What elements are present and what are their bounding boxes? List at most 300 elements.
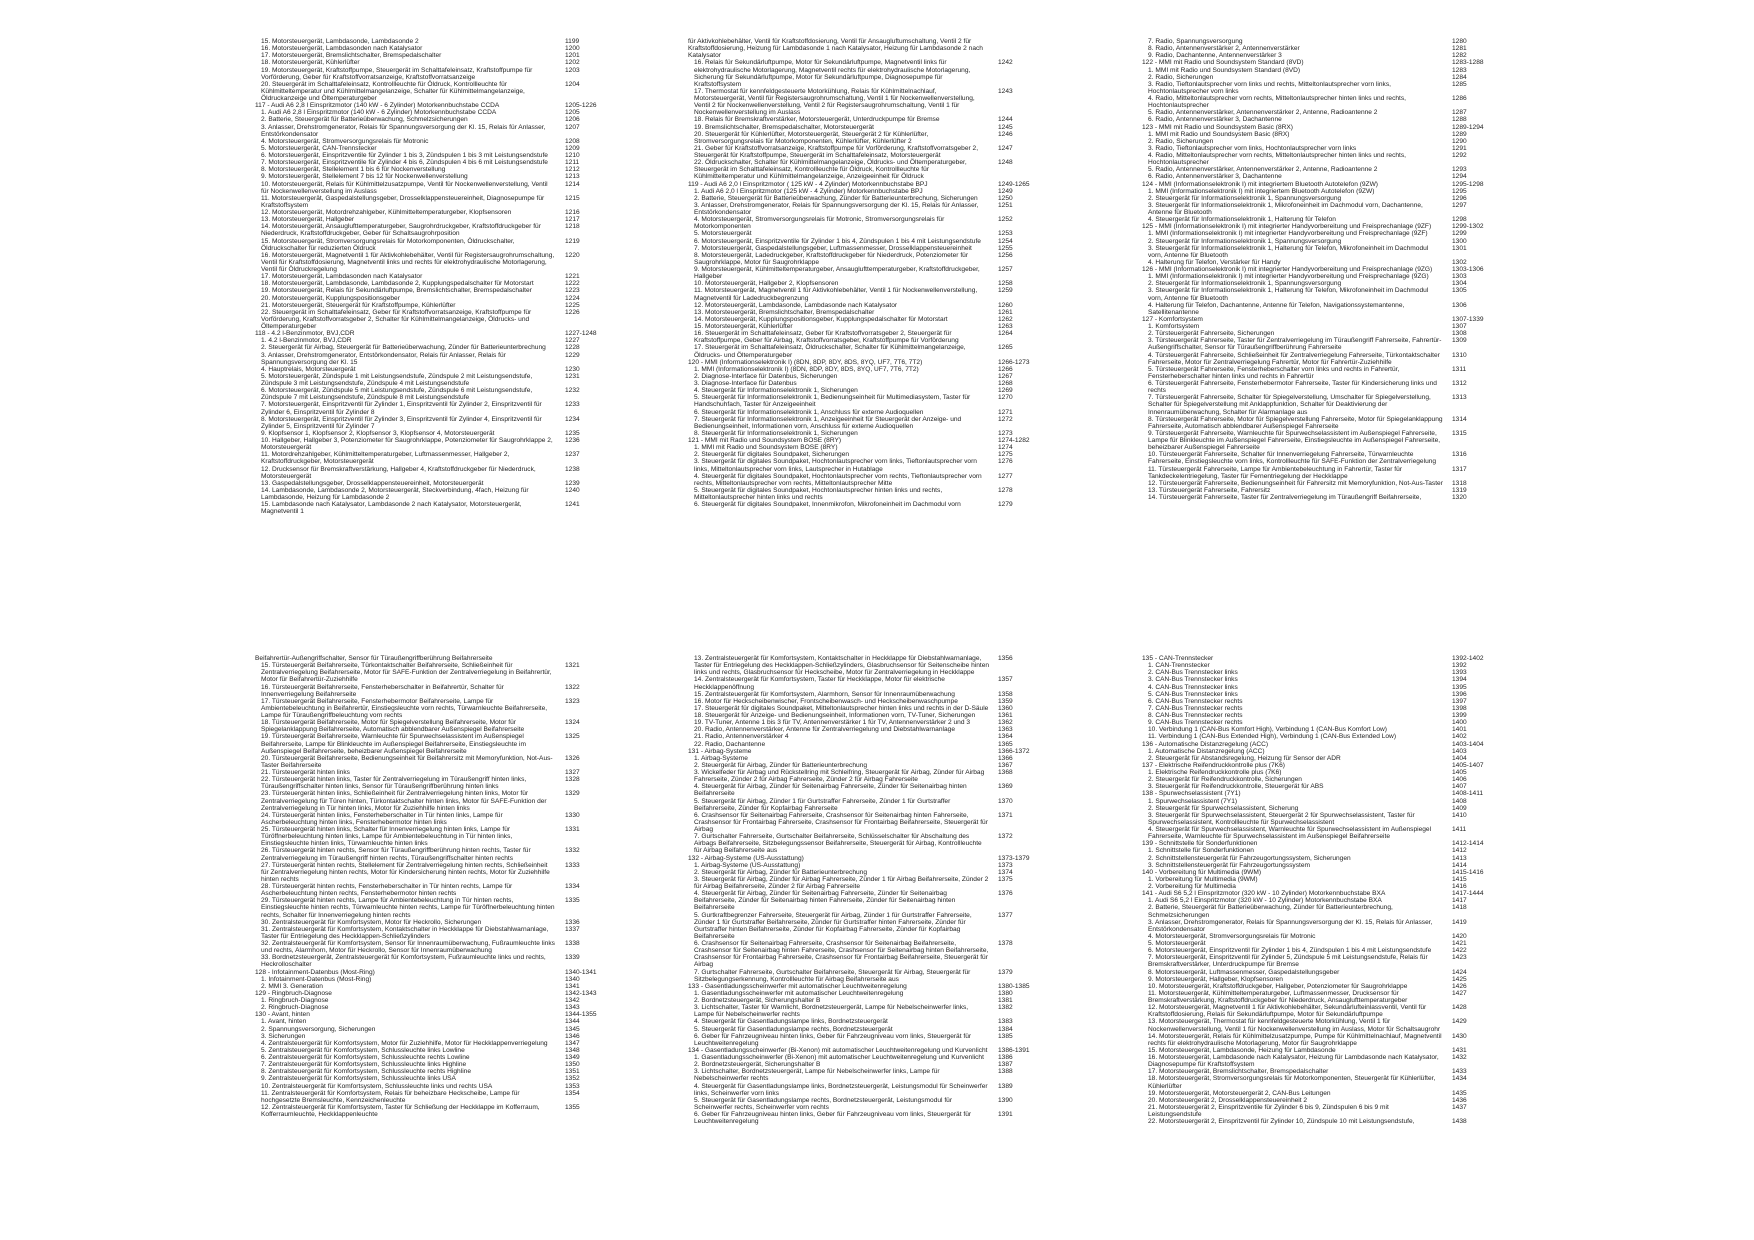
index-entry — [255, 1033, 605, 1040]
entry-text: 2. Steuergerät für Abstandsregelung, Heizung für Sensor der ADR — [1148, 754, 1341, 762]
index-entry — [1142, 67, 1492, 74]
entry-text: 17. Motorsteuergerät, Bremslichtschalter, Bremspedalschalter — [1148, 1068, 1329, 1076]
entry-page-number: 1384 — [998, 1025, 1013, 1033]
index-entry — [1142, 855, 1492, 862]
entry-text: 12. Motorsteuergerät, Lambdasonde, Lambdasonde nach Katalysator — [694, 301, 898, 309]
entry-page-number: 1312 — [1452, 380, 1467, 387]
index-entry — [1142, 480, 1492, 487]
entry-text: 20. Steuergerät für Kühlerlüfter, Motorsteuergerät, Steuergerät 2 für Kühlerlüfter, Stromversorgungsrelais für Motorkomponenten, Kühlerlüfter, Kühlerlüfter 2 — [694, 130, 929, 145]
entry-text: 2. Steuergerät für Spurwechselassistent, Sicherung — [1148, 804, 1299, 812]
entry-page-number: 1430 — [1452, 1032, 1467, 1040]
entry-page-number: 1271 — [998, 408, 1013, 416]
entry-text: 21. Radio, Antennenverstärker 4 — [694, 733, 789, 741]
index-entry — [255, 152, 605, 159]
entry-page-number: 1345 — [565, 1025, 580, 1033]
entry-text: 24. Türsteuergerät hinten links, Fensterheberschalter in Tür hinten links, Lampe für Ascherbeleuchtung hinten links, Fensterhebermotor hinten links — [261, 811, 503, 826]
entry-text: 9. Radio, Dachantenne, Antennenverstärker 3 — [1148, 52, 1282, 60]
entry-text: 15. Türsteuergerät Beifahrerseite, Türkontaktschalter Beifahrerseite, Schließeinheit für Zentralverriegelung Beifahrerseite, Motor für SAFE-Funktion der Zentralverriegelung in Beifahrertür, Motor für Beifahrertür-Zuziehhilfe — [261, 662, 552, 684]
index-entry — [688, 890, 1038, 911]
entry-page-number: 1409 — [1452, 804, 1467, 812]
entry-text: 3. Sicherungen — [261, 1032, 306, 1040]
index-entry — [255, 698, 605, 719]
entry-page-number: 1259 — [998, 287, 1013, 295]
entry-page-number: 1328 — [565, 776, 580, 784]
entry-text: 125 - MMI (Informationselektronik I) mit integrierter Handyvorbereitung und Freisprechanlage (9ZF) — [1142, 223, 1432, 231]
entry-text: 2. Radio, Sicherungen — [1148, 73, 1214, 81]
index-entry — [688, 691, 1038, 698]
entry-page-number: 1358 — [998, 690, 1013, 698]
entry-text: 11. Motorsteuergerät, Kühlmitteltemperaturgeber, Luftmassenmesser, Drucksensor für Bremskraftverstärkung, Kraftstoffdruckgeber für Niederdruck, Ansauglufttemperaturgeber — [1148, 989, 1408, 1004]
index-entry — [255, 487, 605, 501]
entry-page-number: 1386-1391 — [998, 1046, 1030, 1054]
index-entry — [255, 1104, 605, 1118]
entry-text: 4. Motorsteuergerät, Stromversorgungsrelais für Motronic — [1148, 932, 1316, 940]
entry-page-number: 1300 — [1452, 237, 1467, 245]
entry-text: 2. CAN-Bus Trennstecker links — [1148, 669, 1238, 677]
entry-page-number: 1302 — [1452, 258, 1467, 266]
index-entry — [255, 684, 605, 698]
entry-text: 17. Motorsteuergerät, Bremslichtschalter, Bremspedalschalter — [261, 52, 442, 60]
index-entry — [1142, 38, 1492, 45]
entry-text: 3. Anlasser, Drehstromgenerator, Entstörkondensator, Relais für Anlasser, Relais für Spannungsversorgung der Kl. 15 — [261, 351, 506, 366]
entry-text: 4. Steuergerät für Informationselektronik 1, Sicherungen — [694, 387, 858, 395]
index-entry — [688, 252, 1038, 266]
entry-text: 6. Motorsteuergerät, Einspritzventile für Zylinder 1 bis 3, Zündspulen 1 bis 3 mit Leistungsendstufe — [261, 152, 548, 159]
entry-page-number: 1380 — [998, 989, 1013, 997]
entry-text: 10. Türsteuergerät Fahrerseite, Schalter für Innenverriegelung Fahrerseite, Türwarnleuchte Fahrerseite, Einstiegsleuchte vorn links, Kontrollleuchte für SAFE-Funktion der Zentralverriegelung — [1148, 451, 1437, 466]
index-entry — [255, 983, 605, 990]
entry-page-number: 1354 — [565, 1089, 580, 1097]
entry-text: 4. Steuergerät für Gasentladungslampe links, Bordnetzsteuergerät — [694, 1018, 888, 1026]
entry-page-number: 1266-1273 — [998, 358, 1030, 366]
entry-text: 123 - MMI mit Radio und Soundsystem Basic (8RX) — [1142, 123, 1293, 131]
entry-page-number: 1221 — [565, 273, 580, 281]
index-entry — [255, 387, 605, 401]
entry-page-number: 1366-1372 — [998, 747, 1030, 755]
entry-text: 1. MMI (Informationselektronik I) mit integrierter Handyvorbereitung und Freisprechanlage (9ZF) — [1148, 230, 1428, 238]
index-entry — [1142, 755, 1492, 762]
entry-text: 7. CAN-Bus Trennstecker rechts — [1148, 704, 1243, 712]
entry-text: 19. Motorsteuergerät, Motorsteuergerät 2, CAN-Bus Leitungen — [1148, 1089, 1331, 1097]
index-entry — [688, 280, 1038, 287]
entry-page-number: 1408-1411 — [1452, 790, 1484, 798]
entry-page-number: 1428 — [1452, 1004, 1467, 1012]
index-entry — [1142, 1018, 1492, 1032]
entry-text: 22. Öldruckschalter, Schalter für Kühlmittelmangelanzeige, Öldrucks- und Öltemperaturgeber, Steuergerät im Schalttafeleinsatz, Kontrollleuchte für Öldruck, Kontrollleuchte für Kühlmitteltemperatur und Kühlmittelmangelanzeige, Anzeigeeinheit für Öldruck — [694, 159, 967, 181]
entry-page-number: 1249 — [998, 187, 1013, 195]
index-entry — [1142, 466, 1492, 480]
entry-page-number: 1324 — [565, 719, 580, 727]
entry-text: Beifahrertür-Außengriffschalter, Sensor für Türaußengriffberührung Beifahrerseite — [255, 655, 493, 662]
entry-page-number: 1215 — [565, 194, 580, 202]
index-entry — [688, 287, 1038, 301]
entry-text: 3. Steuergerät für Informationselektronik 1, Halterung für Telefon, Mikrofoneinheit im Dachmodul vorn, Antenne für Bluetooth — [1148, 244, 1429, 259]
index-entry — [1142, 897, 1492, 904]
entry-text: 25. Türsteuergerät hinten links, Schalter für Innenverriegelung hinten links, Lampe für Türöffnerbeleuchtung hinten links, Lampe für Ambientebeleuchtung in Tür hinten links, Einstiegsleuchte hinten links, Türwarnleuchte hinten links — [261, 826, 513, 848]
entry-page-number: 1205-1226 — [565, 102, 597, 110]
index-entry — [1142, 380, 1492, 394]
index-entry — [1142, 280, 1492, 287]
entry-page-number: 1414 — [1452, 861, 1467, 869]
entry-page-number: 1397 — [1452, 697, 1467, 705]
index-entry — [688, 458, 1038, 472]
entry-page-number: 1404 — [1452, 754, 1467, 762]
entry-text: 18. Motorsteuergerät, Lambdasonde, Lambdasonde 2, Kupplungspedalschalter für Motorstart — [261, 280, 534, 288]
index-entry — [255, 790, 605, 811]
index-section-entry — [1142, 316, 1492, 323]
index-entry — [1142, 1090, 1492, 1097]
entry-page-number: 1394 — [1452, 676, 1467, 684]
entry-page-number: 1401 — [1452, 726, 1467, 734]
entry-page-number: 1432 — [1452, 1054, 1467, 1061]
entry-text: 1. Audi A6 2,0 l Einspritzmotor (125 kW - 4 Zylinder) Motorkennbuchstabe BPJ — [694, 187, 923, 195]
entry-text: 1. Elektrische Reifendruckkontrolle plus (7K6) — [1148, 769, 1282, 776]
entry-page-number: 1290 — [1452, 137, 1467, 145]
index-entry — [255, 437, 605, 451]
entry-text: 13. Motorsteuergerät, Hallgeber — [261, 216, 355, 224]
entry-page-number: 1419 — [1452, 918, 1467, 926]
index-entry — [688, 202, 1038, 216]
entry-text: 14. Lambdasonde, Lambdasonde 2, Motorsteuergerät, Steckverbindung, 4fach, Heizung für Lambdasonde, Heizung für Lambdasonde 2 — [261, 486, 529, 501]
entry-text: 7. Radio, Spannungsversorgung — [1148, 38, 1243, 45]
entry-text: 16. Relais für Sekundärluftpumpe, Motor für Sekundärluftpumpe, Magnetventil links für elektrohydraulische Motorlagerung, Magnetventil rechts für elektrohydraulische Motorlagerung, Sicherung für Sekundärluftpumpe, Motor für Sekundärluftpumpe, Diagnosepumpe für Kraftstoffsystem — [694, 59, 971, 88]
entry-text: 8. CAN-Bus Trennstecker rechts — [1148, 712, 1243, 719]
entry-page-number: 1304 — [1452, 280, 1467, 288]
index-entry — [688, 876, 1038, 890]
entry-page-number: 1238 — [565, 465, 580, 473]
index-entry — [688, 762, 1038, 769]
entry-text: 3. CAN-Bus Trennstecker links — [1148, 676, 1238, 684]
entry-text: 20. Motorsteuergerät, Kupplungspositionsgeber — [261, 294, 400, 302]
entry-text: 16. Motor für Heckscheibenwischer, Frontscheibenwasch- und Heckscheibenwaschpumpe — [694, 697, 958, 705]
index-entry — [255, 883, 605, 897]
index-entry — [255, 145, 605, 152]
entry-text: 5. Gurtkraftbegrenzer Fahrerseite, Steuergerät für Airbag, Zünder 1 für Gurtstraffer Fahrerseite, Zünder 1 für Gurtstraffer Beifahrerseite, Zünder für Gurtstraffer hinten Fahrerseite, Zünder für Gurtstraffer hinten Beifahrerseite, Zünder für Kopfairbag Fahrerseite, Zünder für Kopfairbag Beifahrerseite — [694, 911, 972, 940]
entry-page-number: 1240 — [565, 486, 580, 494]
entry-page-number: 1283 — [1452, 66, 1467, 74]
index-entry — [688, 451, 1038, 458]
entry-text: 20. Motorsteuergerät 2, Drosselklappensteuereinheit 2 — [1148, 1096, 1308, 1104]
entry-page-number: 1386 — [998, 1054, 1013, 1061]
entry-page-number: 1204 — [565, 80, 580, 88]
entry-page-number: 1398 — [1452, 704, 1467, 712]
entry-text: 14. Motorsteuergerät, Relais für Kühlmittelzusatzpumpe, Pumpe für Kühlmittelnachlauf, Magnetventil rechts für elektrohydraulische Motorlagerung, Motor für Saugrohrklappe — [1148, 1032, 1442, 1047]
index-entry — [688, 409, 1038, 416]
entry-text: 6. Motorsteuergerät, Einspritzventil für Zylinder 1 bis 4, Zündspulen 1 bis 4 mit Leistungsendstufe — [1148, 947, 1432, 955]
index-entry — [1142, 1118, 1492, 1125]
entry-page-number: 1355 — [565, 1103, 580, 1111]
entry-text: 19. Motorsteuergerät, Kraftstoffpumpe, Steuergerät im Schalttafeleinsatz, Kraftstoffpumpe für Vorförderung, Geber für Kraftstoffvorratsanzeige, Kraftstoffvorratsanzeige — [261, 66, 533, 81]
entry-text: 21. Türsteuergerät hinten links — [261, 769, 350, 776]
entry-text: 13. Zentralsteuergerät für Komfortsystem, Kontaktschalter in Heckklappe für Diebstahlwarnanlage, Taster für Entriegelung des Heckklappen-Schließzylinders, Glasbruchsensor für Seitenscheibe hinten links und rechts, Glasbruchsensor für Heckscheibe, Motor für Zentralverriegelung in Heckklappe — [694, 655, 990, 677]
entry-text: 31. Zentralsteuergerät für Komfortsystem, Kontaktschalter in Heckklappe für Diebstahlwarnanlage, Taster für Entriegelung des Heckklappen-Schließzylinders — [261, 925, 549, 940]
index-entry — [255, 812, 605, 826]
index-entry — [255, 124, 605, 138]
entry-page-number: 1242 — [998, 59, 1013, 67]
index-entry — [255, 352, 605, 366]
entry-page-number: 1281 — [1452, 45, 1467, 53]
entry-page-number: 1296 — [1452, 194, 1467, 202]
entry-text: 4. Steuergerät für Airbag, Zünder für Seitenairbag Fahrerseite, Zünder für Seitenairbag hinten Beifahrerseite — [694, 783, 967, 798]
entry-text: 26. Türsteuergerät hinten rechts, Sensor für Türaußengriffberührung hinten rechts, Taster für Zentralverriegelung im Türaußengriff hinten rechts, Türaußengriffschalter hinten rechts — [261, 847, 531, 862]
index-entry — [688, 145, 1038, 159]
entry-page-number: 1274-1282 — [998, 437, 1030, 444]
index-entry — [1142, 776, 1492, 783]
index-entry — [255, 1054, 605, 1061]
entry-page-number: 1270 — [998, 394, 1013, 402]
index-column — [688, 38, 1038, 508]
entry-page-number: 1263 — [998, 323, 1013, 330]
entry-text: 14. Motorsteuergerät, Ansauglufttemperaturgeber, Saugrohrdruckgeber, Kraftstoffdruckgeber für Niederdruck, Kraftstoffdruckgeber, Geber für Schaltsaugrohrposition — [261, 223, 541, 238]
entry-text: 2. Steuergerät für Informationselektronik 1, Spannungsversorgung — [1148, 194, 1342, 202]
index-entry — [255, 344, 605, 351]
index-entry — [255, 480, 605, 487]
entry-text: 5. Motorsteuergerät — [694, 230, 752, 238]
index-entry — [1142, 805, 1492, 812]
index-entry — [255, 252, 605, 273]
entry-text: 13. Gaspedalstellungsgeber, Drosselklappensteuereinheit, Motorsteuergerät — [261, 479, 484, 487]
entry-text: 2. Türsteuergerät Fahrerseite, Sicherungen — [1148, 330, 1275, 338]
entry-text: 2. Bordnetzsteuergerät, Sicherungshalter B — [694, 1061, 821, 1069]
entry-text: 22. Motorsteuergerät 2, Einspritzventil für Zylinder 10, Zündspule 10 mit Leistungsendstufe, — [1148, 1118, 1415, 1126]
index-entry — [688, 755, 1038, 762]
entry-page-number: 1267 — [998, 372, 1013, 380]
entry-page-number: 1251 — [998, 201, 1013, 209]
entry-page-number: 1201 — [565, 52, 580, 60]
entry-page-number: 1220 — [565, 251, 580, 259]
entry-text: 19. Bremslichtschalter, Bremspedalschalter, Motorsteuergerät — [694, 123, 874, 131]
entry-text: 1. Audi A6 2,8 l Einspritzmotor (140 kW - 6 Zylinder) Motorkennbuchstabe CCDA — [261, 109, 497, 117]
entry-page-number: 1374 — [998, 868, 1013, 876]
entry-page-number: 1333 — [565, 861, 580, 869]
entry-text: 12. Motorsteuergerät, Magnetventil 1 für Aktivkohlebehälter, Sekundärlufteinlassventil, Ventil für Kraftstoffdosierung, Relais für Sekundärluftpumpe, Motor für Sekundärluftpumpe — [1148, 1004, 1427, 1019]
index-entry — [255, 662, 605, 683]
index-entry — [1142, 166, 1492, 173]
index-entry — [1142, 904, 1492, 918]
index-entry — [688, 812, 1038, 833]
entry-page-number: 1287 — [1452, 109, 1467, 117]
entry-page-number: 1222 — [565, 280, 580, 288]
entry-text: 1. Schnittstelle für Sonderfunktionen — [1148, 847, 1254, 855]
entry-text: 4. Steuergerät für Informationselektronik 1, Halterung für Telefon — [1148, 216, 1336, 224]
entry-page-number: 1381 — [998, 997, 1013, 1004]
entry-text: 1. MMI (Informationselektronik I) mit integrierter Handyvorbereitung und Freisprechanlage (9ZG) — [1148, 273, 1429, 281]
entry-text: 1. CAN-Trennstecker — [1148, 662, 1210, 670]
entry-text: 4. Zentralsteuergerät für Komfortsystem, Motor für Zuziehhilfe, Motor für Heckklappenverriegelung — [261, 1039, 548, 1047]
index-entry — [255, 430, 605, 437]
entry-page-number: 1417 — [1452, 897, 1467, 905]
index-entry — [1142, 430, 1492, 451]
entry-page-number: 1282 — [1452, 52, 1467, 60]
entry-text: 117 - Audi A6 2,8 l Einspritzmotor (140 kW - 6 Zylinder) Motorkennbuchstabe CCDA — [255, 102, 500, 110]
index-entry — [1142, 983, 1492, 990]
entry-text: 19. TV-Tuner, Antenne 1 bis 3 für TV, Antennenverstärker 1 für TV, Antennenverstärker 2 und 3 — [694, 719, 971, 727]
entry-text: 1. Audi S6 5,2 l Einspritzmotor (320 kW - 10 Zylinder) Motorkennbuchstabe BXA — [1148, 897, 1382, 905]
entry-page-number: 1241 — [565, 501, 580, 509]
index-entry — [255, 280, 605, 287]
entry-text: 33. Bordnetzsteuergerät, Zentralsteuergerät für Komfortsystem, Fußraumleuchte links und rechts, Heckrolloschalter — [261, 954, 546, 969]
entry-page-number: 1265 — [998, 344, 1013, 352]
entry-page-number: 1211 — [565, 159, 580, 167]
index-entry — [1142, 947, 1492, 954]
entry-page-number: 1348 — [565, 1046, 580, 1054]
index-entry — [1142, 195, 1492, 202]
entry-text: 6. Radio, Antennenverstärker 3, Dachantenne — [1148, 173, 1282, 181]
entry-page-number: 1319 — [1452, 486, 1467, 494]
entry-text: 1. MMI (Informationselektronik I) mit integriertem Bluetooth Autotelefon (9ZW) — [1148, 187, 1375, 195]
entry-page-number: 1229 — [565, 351, 580, 359]
index-entry — [1142, 990, 1492, 1004]
entry-page-number: 1375 — [998, 875, 1013, 883]
entry-page-number: 1323 — [565, 697, 580, 705]
index-section-entry — [1142, 890, 1492, 897]
index-entry — [1142, 173, 1492, 180]
entry-text: 2. Batterie, Steuergerät für Batterieüberwachung, Zünder für Batterieunterbrechung, Sicherungen — [694, 194, 978, 202]
entry-text: für Aktivkohlebehälter, Ventil für Kraftstoffdosierung, Ventil für Ansaugluftumschaltung, Ventil 2 für Kraftstoffdosierung, Heizung für Lambdasonde 1 nach Katalysator, Heizung für Lambdasonde 2 nach Katalysator — [688, 38, 983, 60]
index-entry — [255, 1047, 605, 1054]
entry-page-number: 1412 — [1452, 847, 1467, 855]
index-entry — [688, 1004, 1038, 1018]
index-entry — [688, 230, 1038, 237]
entry-page-number: 1412-1414 — [1452, 840, 1484, 848]
entry-text: 22. Türsteuergerät hinten links, Taster für Zentralverriegelung im Türaußengriff hinten links, Türaußengriffschalter hinten links, Sensor für Türaußengriffberührung hinten links — [261, 776, 527, 791]
index-entry — [255, 826, 605, 847]
entry-text: 11. Motorsteuergerät, Gaspedalstellungsgeber, Drosselklappensteuereinheit, Diagnosepumpe für Kraftstoffsystem — [261, 194, 545, 209]
index-entry — [688, 195, 1038, 202]
index-entry — [1142, 676, 1492, 683]
entry-page-number: 1388 — [998, 1068, 1013, 1076]
index-entry — [255, 1004, 605, 1011]
entry-text: 118 - 4.2 l-Benzinmotor, BVJ,CDR — [255, 330, 355, 338]
index-entry — [1142, 1054, 1492, 1068]
entry-page-number: 1372 — [998, 833, 1013, 841]
index-section-entry — [1142, 869, 1492, 876]
entry-page-number: 1391 — [998, 1111, 1013, 1118]
entry-page-number: 1363 — [998, 726, 1013, 734]
entry-text: 3. Schnittstellensteuergerät für Fahrzeugortungssystem — [1148, 861, 1310, 869]
entry-text: 4. Hauptrelais, Motorsteuergerät — [261, 365, 356, 373]
entry-text: 5. Radio, Antennenverstärker, Antennenverstärker 2, Antenne, Radioantenne 2 — [1148, 109, 1378, 117]
entry-text: 13. Motorsteuergerät, Thermostat für kennfeldgesteuerte Motorkühlung, Ventil 1 für Nockenwellenverstellung, Ventil 1 für Nockenwellenverstellung im Auslass, Motor für Schaltsaugrohr — [1148, 1018, 1441, 1033]
entry-page-number: 1423 — [1452, 954, 1467, 962]
entry-text: 5. Steuergerät für Gasentladungslampe rechts, Bordnetzsteuergerät, Leistungsmodul für Scheinwerfer rechts, Scheinwerfer vorn rechts — [694, 1096, 953, 1111]
index-entry — [255, 67, 605, 81]
entry-text: 134 - Gasentladungsscheinwerfer (Bi-Xenon) mit automatischer Leuchtweitenregelung und Kurvenlicht — [688, 1046, 988, 1054]
entry-text: 3. Steuergerät für Reifendruckkontrolle, Steuergerät für ABS — [1148, 783, 1324, 791]
entry-page-number: 1331 — [565, 826, 580, 833]
index-entry — [1142, 81, 1492, 95]
index-entry — [255, 466, 605, 480]
entry-page-number: 1273 — [998, 429, 1013, 437]
entry-page-number: 1351 — [565, 1068, 580, 1076]
index-column — [255, 655, 605, 1118]
entry-text: 4. Radio, Mitteltonlautsprecher vorn rechts, Mitteltonlautsprecher hinten links und rechts, Hochtonlautsprecher — [1148, 95, 1407, 110]
index-entry — [255, 755, 605, 769]
index-entry — [688, 131, 1038, 145]
entry-page-number: 1218 — [565, 223, 580, 231]
entry-page-number: 1275 — [998, 451, 1013, 459]
entry-page-number: 1364 — [998, 733, 1013, 741]
entry-text: 3. Radio, Tieftonlautsprecher vorn links und rechts, Mitteltonlautsprecher vorn links, Hochtonlautsprecher vorn links — [1148, 80, 1391, 95]
index-entry — [1142, 487, 1492, 494]
entry-text: 15. Zentralsteuergerät für Komfortsystem, Alarmhorn, Sensor für Innenraumüberwachung — [694, 690, 955, 698]
entry-page-number: 1307 — [1452, 323, 1467, 330]
entry-page-number: 1236 — [565, 437, 580, 444]
index-entry — [1142, 684, 1492, 691]
entry-page-number: 1379 — [998, 968, 1013, 976]
entry-text: 5. Motorsteuergerät, Zündspule 1 mit Leistungsendstufe, Zündspule 2 mit Leistungsendstufe, Zündspule 3 mit Leistungsendstufe, Zündspule 4 mit Leistungsendstufe — [261, 372, 533, 387]
entry-page-number: 1433 — [1452, 1068, 1467, 1076]
index-entry — [1142, 273, 1492, 280]
index-entry — [255, 45, 605, 52]
entry-page-number: 1225 — [565, 301, 580, 309]
entry-page-number: 1223 — [565, 287, 580, 295]
entry-text: 12. Zentralsteuergerät für Komfortsystem, Taster für Schließung der Heckklappe im Kofferraum, Kofferraumleuchte, Heckklappenleuchte — [261, 1103, 540, 1118]
entry-text: 1. Gasentladungsscheinwerfer mit automatischer Leuchtweitenregelung — [694, 989, 904, 997]
entry-page-number: 1392 — [1452, 662, 1467, 670]
entry-text: 28. Türsteuergerät hinten rechts, Fensterheberschalter in Tür hinten rechts, Lampe für Ascherbeleuchtung hinten rechts, Fensterhebermotor hinten rechts — [261, 883, 513, 898]
entry-text: 22. Radio, Dachantenne — [694, 740, 766, 748]
entry-page-number: 1422 — [1452, 947, 1467, 955]
entry-page-number: 1396 — [1452, 690, 1467, 698]
entry-page-number: 1291 — [1452, 144, 1467, 152]
entry-text: 5. Steuergerät für Airbag, Zünder 1 für Gurtstraffer Fahrerseite, Zünder 1 für Gurtstraffer Beifahrerseite, Zünder für Kopfairbag Fahrerseite — [694, 797, 951, 812]
index-entry — [688, 1097, 1038, 1111]
index-entry — [1142, 698, 1492, 705]
index-entry — [255, 1090, 605, 1104]
entry-page-number: 1330 — [565, 811, 580, 819]
entry-page-number: 1403 — [1452, 747, 1467, 755]
index-entry — [255, 173, 605, 180]
index-column — [1142, 38, 1492, 501]
entry-text: 18. Steuergerät für Anzeige- und Bedienungseinheit, Informationen vorn, TV-Tuner, Sicherungen — [694, 712, 976, 719]
index-entry — [688, 1026, 1038, 1033]
entry-page-number: 1434 — [1452, 1075, 1467, 1083]
index-entry — [1142, 45, 1492, 52]
entry-page-number: 1352 — [565, 1075, 580, 1083]
entry-text: 3. Radio, Tieftonlautsprecher vorn links, Hochtonlautsprecher vorn links — [1148, 144, 1357, 152]
entry-text: 12. Türsteuergerät Fahrerseite, Bedienungseinheit für Fahrersitz mit Memoryfunktion, Not-Aus-Taster — [1148, 479, 1443, 487]
entry-text: 6. Crashsensor für Seitenairbag Fahrerseite, Crashsensor für Seitenairbag hinten Fahrerseite, Crashsensor für Frontairbag Fahrerseite, Crashsensor für Frontairbag Beifahrerseite, Steuergerät für Airbag — [694, 811, 988, 833]
entry-text: 8. Motorsteuergerät, Luftmassenmesser, Gaspedalstellungsgeber — [1148, 968, 1340, 976]
index-entry — [1142, 876, 1492, 883]
index-entry — [255, 238, 605, 252]
entry-page-number: 1210 — [565, 152, 580, 159]
entry-text: 1. Vorbereitung für Multimedia (9WM) — [1148, 875, 1258, 883]
entry-text: 18. Motorsteuergerät, Stromversorgungsrelais für Motorkomponenten, Steuergerät für Kühlerlüfter, Kühlerlüfter — [1148, 1075, 1436, 1090]
entry-text: 10. Hallgeber, Hallgeber 3, Potenziometer für Saugrohrklappe, Potenziometer für Saugrohrklappe 2, Motorsteuergerät — [261, 437, 553, 452]
entry-page-number: 1252 — [998, 216, 1013, 224]
index-entry — [1142, 323, 1492, 330]
entry-text: 16. Türsteuergerät Beifahrerseite, Fensterheberschalter in Beifahrertür, Schalter für Innenverriegelung Beifahrerseite — [261, 683, 504, 698]
index-entry — [1142, 1097, 1492, 1104]
entry-text: 11. Motordrehzahlgeber, Kühlmitteltemperaturgeber, Luftmassenmesser, Hallgeber 2, Kraftstoffdruckgeber, Motorsteuergerät — [261, 451, 510, 466]
index-section-entry — [1142, 741, 1492, 748]
entry-text: 1. MMI mit Radio und Soundsystem Basic (8RX) — [1148, 130, 1290, 138]
entry-text: 141 - Audi S6 5,2 l Einspritzmotor (320 kW - 10 Zylinder) Motorkennbuchstabe BXA — [1142, 890, 1386, 898]
entry-page-number: 1289-1294 — [1452, 123, 1484, 131]
entry-text: 10. Motorsteuergerät, Hallgeber 2, Klopfsensoren — [694, 280, 839, 288]
entry-text: 3. Steuergerät für Airbag, Zünder für Airbag Fahrerseite, Zünder 1 für Airbag Beifahrerseite, Zünder 2 für Airbag Beifahrerseite, Zünder 2 für Airbag Fahrerseite — [694, 875, 989, 890]
entry-page-number: 1341 — [565, 982, 580, 990]
entry-page-number: 1286 — [1452, 95, 1467, 102]
entry-text: 3. Steuergerät für Spurwechselassistent, Steuergerät 2 für Spurwechselassistent, Taster für Spurwechselassistent, Kontrollleuchte für Spurwechselassistent — [1148, 811, 1415, 826]
index-entry — [1142, 1033, 1492, 1047]
index-entry — [688, 245, 1038, 252]
index-entry — [1142, 366, 1492, 380]
entry-text: 6. Motorsteuergerät, Einspritzventile für Zylinder 1 bis 4, Zündspulen 1 bis 4 mit Leistungsendstufe — [694, 237, 981, 245]
index-entry — [255, 862, 605, 883]
